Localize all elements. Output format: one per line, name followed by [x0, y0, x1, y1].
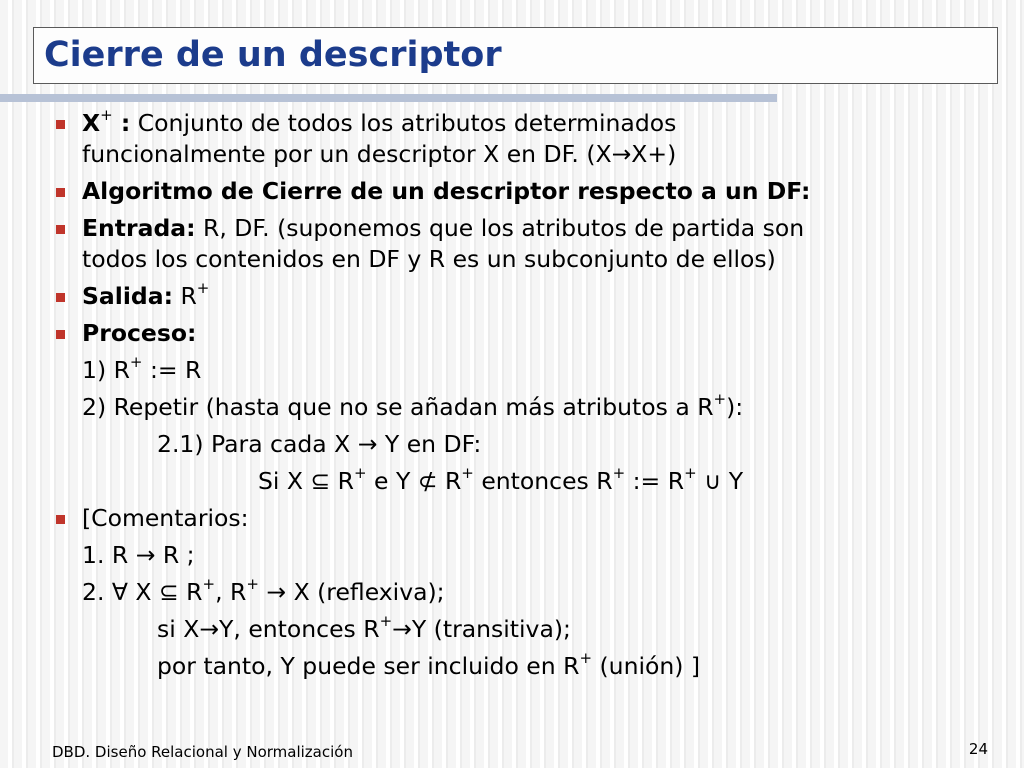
comment-line-4 — [50, 651, 990, 682]
process-step-2-1 — [50, 429, 990, 460]
step-text: 2) Repetir (hasta que no se añadan más atributos a R — [82, 393, 714, 421]
square-bullet-icon — [56, 120, 65, 129]
term-label: : — [112, 109, 131, 137]
comment-line-3 — [50, 614, 990, 645]
footer-course-title: DBD. Diseño Relacional y Normalización — [52, 743, 353, 761]
comment-text: 1. R → R ; — [82, 541, 195, 569]
term-label: Salida: — [82, 282, 173, 310]
step-text: e Y ⊄ R — [366, 467, 462, 495]
superscript: + — [379, 612, 393, 631]
step-text: := R — [625, 467, 685, 495]
comment-text: (unión) ] — [592, 652, 701, 680]
slide-content — [50, 108, 990, 682]
bullet-item-closure-definition — [50, 108, 990, 139]
superscript: + — [246, 575, 259, 594]
item-text: R, DF. (suponemos que los atributos de partida son — [195, 214, 805, 242]
square-bullet-icon — [56, 293, 65, 302]
process-step-2 — [50, 392, 990, 423]
item-text: Conjunto de todos los atributos determinados — [130, 109, 677, 137]
superscript: + — [353, 464, 367, 483]
superscript: + — [612, 464, 626, 483]
bullet-item-algorithm — [50, 176, 990, 207]
step-text: Si X ⊆ R — [258, 467, 354, 495]
heading-text: Algoritmo de Cierre de un descriptor respecto a un DF: — [82, 177, 811, 205]
process-condition — [50, 466, 990, 497]
term-label: Entrada: — [82, 214, 196, 242]
square-bullet-icon — [56, 225, 65, 234]
step-text: entonces R — [473, 467, 613, 495]
superscript: + — [196, 279, 210, 298]
comment-text: → X (reflexiva); — [258, 578, 445, 606]
comment-line-1 — [50, 540, 990, 571]
bullet-item-continuation — [50, 139, 990, 170]
superscript: + — [461, 464, 474, 483]
comment-text: , R — [215, 578, 247, 606]
comment-text: 2. ∀ X ⊆ R — [82, 578, 203, 606]
superscript: + — [713, 390, 727, 409]
bullet-item-output — [50, 281, 990, 312]
term-label: X — [82, 109, 101, 137]
superscript: + — [579, 649, 593, 668]
superscript: + — [100, 106, 113, 125]
step-text: 1) R — [82, 356, 130, 384]
title-underline-bar — [0, 94, 777, 102]
page-number: 24 — [968, 740, 988, 758]
square-bullet-icon — [56, 330, 65, 339]
step-text: 2.1) Para cada X → Y en DF: — [157, 430, 482, 458]
bullet-item-continuation — [50, 244, 990, 275]
superscript: + — [684, 464, 697, 483]
item-text: [Comentarios: — [82, 504, 249, 532]
comment-text: →Y (transitiva); — [392, 615, 571, 643]
square-bullet-icon — [56, 515, 65, 524]
title-box — [33, 27, 998, 84]
bullet-item-input — [50, 213, 990, 244]
item-text: R — [172, 282, 197, 310]
bullet-item-process — [50, 318, 990, 349]
comment-line-2 — [50, 577, 990, 608]
slide-title: Cierre de un descriptor — [44, 35, 502, 75]
item-text: funcionalmente por un descriptor X en DF. (X→X+) — [82, 140, 677, 168]
square-bullet-icon — [56, 188, 65, 197]
step-text: ∪ Y — [696, 467, 744, 495]
term-label: Proceso: — [82, 319, 197, 347]
superscript: + — [129, 353, 143, 372]
process-step-1 — [50, 355, 990, 386]
superscript: + — [202, 575, 216, 594]
step-text: := R — [142, 356, 202, 384]
bullet-item-comments — [50, 503, 990, 534]
comment-text: por tanto, Y puede ser incluido en R — [157, 652, 580, 680]
item-text: todos los contenidos en DF y R es un subconjunto de ellos) — [82, 245, 776, 273]
comment-text: si X→Y, entonces R — [157, 615, 380, 643]
step-text: ): — [726, 393, 744, 421]
